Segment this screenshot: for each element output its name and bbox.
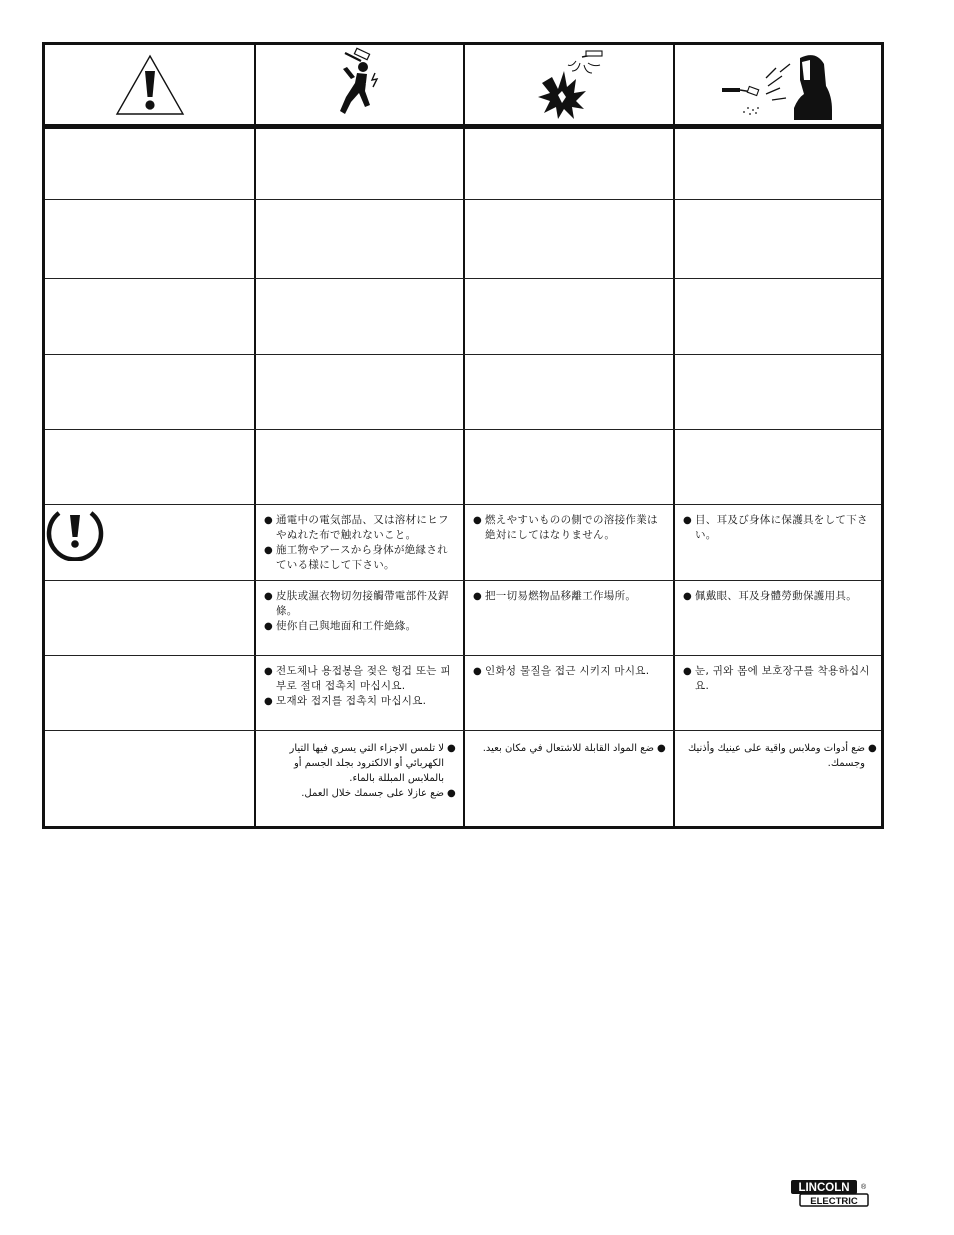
instruction-list [473,589,666,604]
row-divider [45,278,881,279]
instruction-item: ● 施工物やアースから身体が絶縁されている様にして下さい。 [264,543,456,573]
column-divider [673,45,675,826]
instruction-list [264,589,456,634]
instruction-list [683,664,877,694]
instruction-list [264,513,456,573]
instruction-item: ● ضع المواد القابلة للاشتعال في مكان بعيد. [473,741,666,756]
instruction-item: ● لا تلمس الاجزاء التي يسري فيها التيار الكهربائي أو الالكترود بجلد الجسم أو بالملابس المبللة بالماء. [264,741,456,786]
row-japanese-fire-text [467,505,672,580]
row-japanese-label [45,505,254,580]
instruction-item: ● 通電中の電気部品、又は溶材にヒフやぬれた布で触れないこと。 [264,513,456,543]
row-divider [45,429,881,430]
instruction-item: ● 모재와 접지를 접촉치 마십시요. [264,694,456,709]
header-cell-arc-rays [675,45,884,125]
row-arabic-arc-rays-text [677,733,883,825]
instruction-item: ● ضع عازلا على جسمك خلال العمل. [264,786,456,801]
column-divider [463,45,465,826]
arc-rays-face-shield-icon [720,50,840,120]
electric-shock-icon [315,47,405,123]
row-korean-arc-rays-text [677,656,883,730]
instruction-item: ● 使你自己與地面和工件絶緣。 [264,619,456,634]
instruction-list [683,741,877,771]
safety-warning-table [42,42,884,829]
instruction-list [473,513,666,543]
column-divider [254,45,256,826]
row-divider [45,354,881,355]
row-arabic-fire-text [467,733,672,825]
instruction-list [473,741,666,756]
instruction-item: ● 燃えやすいものの側での溶接作業は絶対にしてはなりません。 [473,513,666,543]
instruction-list [473,664,666,679]
instruction-item: ● 전도체나 용접봉을 젖은 헝겁 또는 피부로 절대 접촉치 마십시요. [264,664,456,694]
row-chinese-arc-rays-text [677,581,883,655]
row-japanese-electric-shock-text [258,505,462,580]
row-divider [45,199,881,200]
logo-text-electric: ELECTRIC [810,1195,858,1207]
instruction-item: ● 인화성 물질을 접근 시키지 마시요. [473,664,666,679]
instruction-list [264,741,456,801]
registered-mark: ® [861,1184,867,1191]
header-cell-explosion [465,45,673,125]
instruction-list [683,589,877,604]
warning-triangle-icon [114,52,186,118]
instruction-item: ● 把一切易燃物品移離工作場所。 [473,589,666,604]
instruction-item: ● 눈, 귀와 몸에 보호장구를 착용하십시요. [683,664,877,694]
instruction-item: ● ضع أدوات وملابس واقية على عينيك وأذنيك وجسمك. [683,741,877,771]
row-arabic-electric-shock-text [258,733,462,825]
instruction-item: ● 佩戴眼、耳及身體勞動保護用具。 [683,589,877,604]
instruction-list [683,513,877,543]
instruction-list [264,664,456,709]
row-korean-electric-shock-text [258,656,462,730]
row-divider [45,730,881,731]
header-cell-electric-shock [256,45,463,125]
explosion-fire-icon [524,47,614,123]
warning-circle-icon [45,509,105,561]
header-cell-warning [45,45,254,125]
logo-text-lincoln: LINCOLN [798,1182,850,1195]
row-chinese-electric-shock-text [258,581,462,655]
row-chinese-fire-text [467,581,672,655]
row-korean-fire-text [467,656,672,730]
lincoln-electric-logo [790,1178,870,1208]
instruction-item: ● 目、耳及び身体に保護具をして下さい。 [683,513,877,543]
row-japanese-arc-rays-text [677,505,883,580]
instruction-item: ● 皮肤或濕衣物切勿接觸帶電部件及銲條。 [264,589,456,619]
